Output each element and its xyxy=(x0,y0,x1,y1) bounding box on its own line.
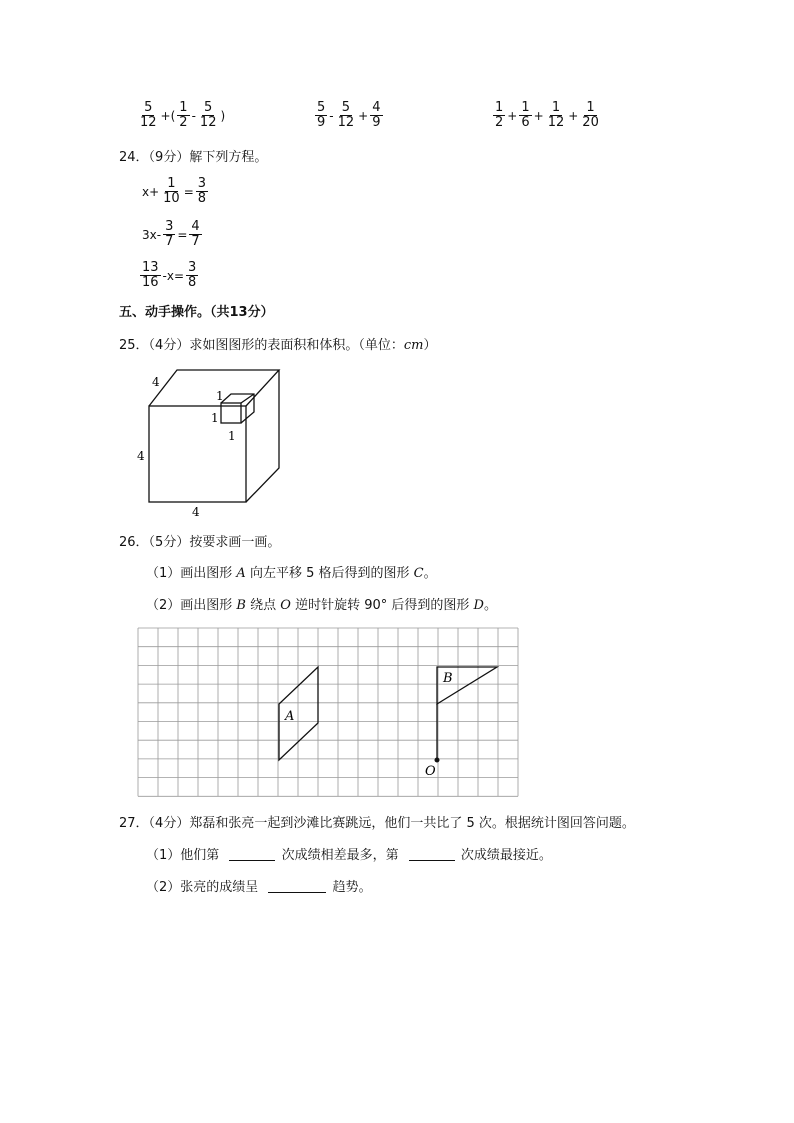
label-o: O xyxy=(425,764,436,779)
equation-1: x+ $\frac{1}{10}$ = $\frac{3}{8}$ xyxy=(142,176,207,206)
small-cube-back xyxy=(221,394,254,423)
cube-label-bottom: 4 xyxy=(192,505,200,519)
cube-front-face xyxy=(149,406,246,502)
equation-3: $\frac{13}{16}$ -x= $\frac{3}{8}$ xyxy=(142,260,197,290)
expression-2: $\frac{5}{9}$ - $\frac{5}{12}$ + $\frac{4}{9}$ xyxy=(317,100,381,130)
cube-right-face xyxy=(246,370,279,502)
small-label-b: 1 xyxy=(211,411,219,425)
cube-top-face xyxy=(149,370,279,406)
question-26-header: 26．（5分）按要求画一画。 xyxy=(119,535,281,550)
question-27-item-1: （1）他们第 次成绩相差最多，第 次成绩最接近。 xyxy=(146,848,552,863)
fraction: $\frac{3}{8}$ xyxy=(197,176,207,206)
label-a: A xyxy=(285,709,295,724)
fraction: $\frac{1}{6}$ xyxy=(521,100,530,130)
fraction: $\frac{5}{12}$ xyxy=(337,100,355,130)
cube-figure xyxy=(130,362,300,522)
fraction: $\frac{3}{7}$ xyxy=(165,219,174,249)
answer-blank[interactable] xyxy=(409,847,455,861)
answer-blank[interactable] xyxy=(229,847,275,861)
question-26-item-1: （1）画出图形 A 向左平移 5 格后得到的图形 C。 xyxy=(146,566,437,581)
question-25-header: 25．（4分）求如图图形的表面积和体积。（单位：cm） xyxy=(119,338,437,353)
question-27-item-2: （2）张亮的成绩呈 趋势。 xyxy=(146,880,372,895)
cube-label-top: 4 xyxy=(152,375,160,389)
drawing-grid xyxy=(137,627,520,799)
fraction: $\frac{1}{20}$ xyxy=(582,100,599,130)
fraction: $\frac{1}{2}$ xyxy=(495,100,504,130)
expression-1: $\frac{5}{12}$ +( $\frac{1}{2}$ - $\frac{5}{12}$ ) xyxy=(140,100,226,130)
small-label-c: 1 xyxy=(228,429,236,443)
section-title: 五、动手操作。（共13分） xyxy=(119,305,274,320)
small-label-a: 1 xyxy=(216,389,224,403)
fraction: $\frac{4}{7}$ xyxy=(191,219,200,249)
fraction: $\frac{5}{9}$ xyxy=(317,100,326,130)
fraction: $\frac{5}{12}$ xyxy=(199,100,217,130)
equation-2: 3x- $\frac{3}{7}$ = $\frac{4}{7}$ xyxy=(142,219,200,249)
expression-3: $\frac{1}{2}$ + $\frac{1}{6}$ + $\frac{1}{12}$ + $\frac{1}{20}$ xyxy=(495,100,599,130)
question-26-item-2: （2）画出图形 B 绕点 O 逆时针旋转 90° 后得到的图形 D。 xyxy=(146,598,497,613)
label-b: B xyxy=(443,671,453,686)
fraction: $\frac{1}{2}$ xyxy=(179,100,188,130)
fraction: $\frac{1}{12}$ xyxy=(547,100,565,130)
fraction: $\frac{3}{8}$ xyxy=(188,260,197,290)
fraction: $\frac{5}{12}$ xyxy=(140,100,157,130)
fraction: $\frac{4}{9}$ xyxy=(372,100,381,130)
point-o xyxy=(435,758,440,763)
fraction: $\frac{1}{10}$ xyxy=(163,176,180,206)
question-27-header: 27．（4分）郑磊和张亮一起到沙滩比赛跳远，他们一共比了 5 次。根据统计图回答问题。 xyxy=(119,816,635,831)
answer-blank[interactable] xyxy=(268,879,326,893)
fraction: $\frac{13}{16}$ xyxy=(142,260,159,290)
cube-label-left: 4 xyxy=(137,449,145,463)
question-24-header: 24．（9分）解下列方程。 xyxy=(119,150,268,165)
